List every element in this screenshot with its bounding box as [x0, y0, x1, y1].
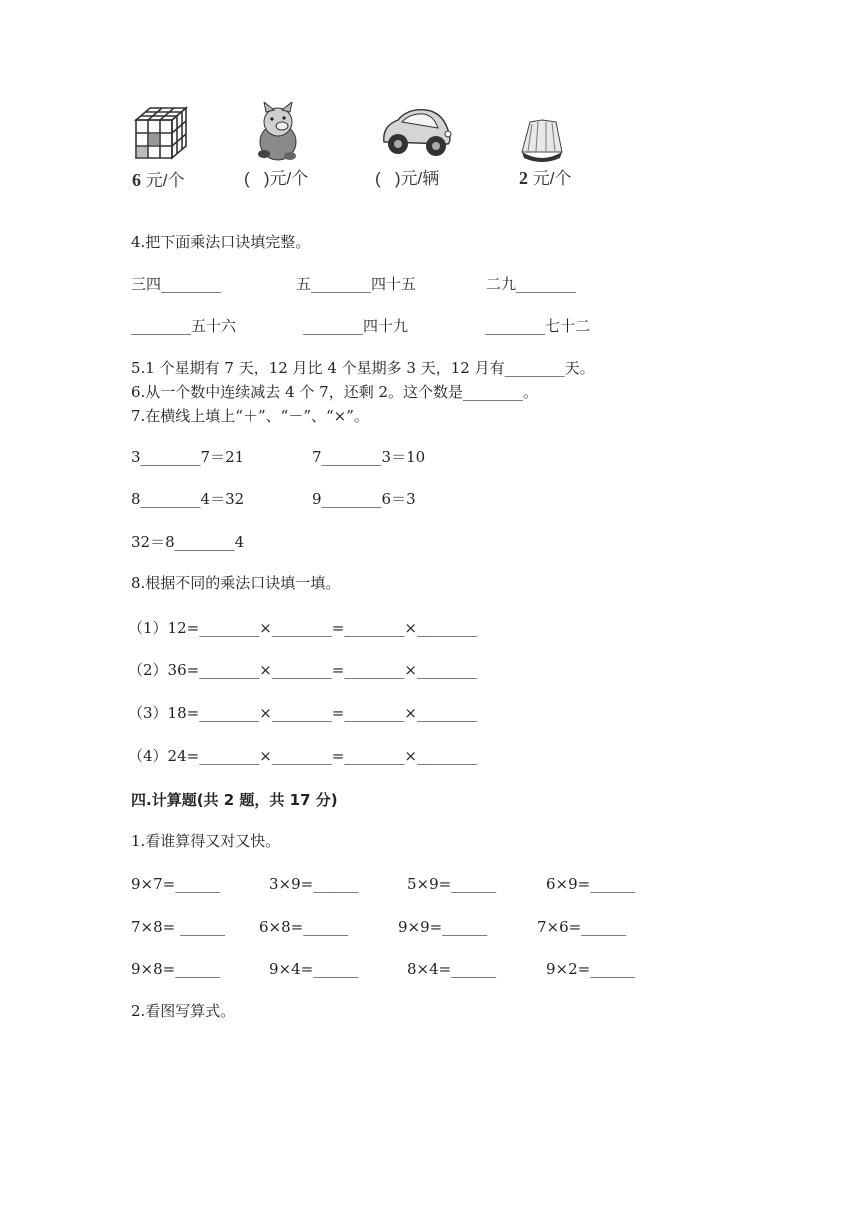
calc-question-1-title: 1.看谁算得又对又快。 — [131, 832, 281, 850]
blank-line[interactable]: 三四________ — [131, 275, 222, 293]
section-heading: 四.计算题(共 2 题，共 17 分) — [131, 791, 338, 809]
question-8-title: 8.根据不同的乘法口诀填一填。 — [131, 574, 341, 592]
blank-line[interactable]: 9×9=______ — [398, 918, 488, 936]
blank-line[interactable]: 9________6＝3 — [312, 490, 416, 508]
rubiks-cube-icon — [132, 104, 190, 162]
question-6: 6.从一个数中连续减去 4 个 7，还剩 2。这个数是________。 — [131, 383, 539, 401]
blank-line[interactable]: 6×8=______ — [259, 918, 349, 936]
price-label-1: 6 元/个 — [132, 170, 185, 190]
blank-line[interactable]: 8________4＝32 — [131, 490, 245, 508]
blank-line[interactable]: 9×2=______ — [546, 960, 636, 978]
blank-line[interactable]: 3________7＝21 — [131, 448, 245, 466]
blank-line[interactable]: 6×9=______ — [546, 875, 636, 893]
blank-line[interactable]: （2）36=________×________=________×________ — [128, 661, 477, 679]
question-5: 5.1 个星期有 7 天，12 月比 4 个星期多 3 天，12 月有________天。 — [131, 359, 595, 377]
calc-question-2-title: 2.看图写算式。 — [131, 1002, 236, 1020]
blank-line[interactable]: 8×4=______ — [407, 960, 497, 978]
blank-line[interactable]: 五________四十五 — [296, 275, 417, 293]
blank-line[interactable]: ________四十九 — [303, 317, 409, 335]
price-label-3: ( )元/辆 — [375, 169, 440, 188]
shuttlecock-icon — [518, 118, 566, 162]
price-label-4: 2 元/个 — [519, 168, 572, 188]
question-7-title: 7.在横线上填上“＋”、“－”、“×”。 — [131, 407, 369, 425]
blank-line[interactable]: 二九________ — [486, 275, 577, 293]
toy-pig-icon — [250, 102, 306, 164]
blank-line[interactable]: 9×8=______ — [131, 960, 221, 978]
blank-line[interactable]: ________七十二 — [485, 317, 591, 335]
blank-line[interactable]: 7×6=______ — [537, 918, 627, 936]
blank-line[interactable]: （1）12=________×________=________×________ — [128, 619, 477, 637]
blank-line[interactable]: （3）18=________×________=________×________ — [128, 704, 477, 722]
blank-line[interactable]: 9×4=______ — [269, 960, 359, 978]
blank-line[interactable]: 7×8= ______ — [131, 918, 225, 936]
blank-line[interactable]: 3×9=______ — [269, 875, 359, 893]
blank-line[interactable]: （4）24=________×________=________×________ — [128, 747, 477, 765]
toy-car-icon — [378, 104, 454, 160]
blank-line[interactable]: 32＝8________4 — [131, 533, 245, 551]
blank-line[interactable]: 7________3＝10 — [312, 448, 426, 466]
price-label-2: ( )元/个 — [244, 169, 309, 188]
blank-line[interactable]: ________五十六 — [131, 317, 237, 335]
blank-line[interactable]: 5×9=______ — [407, 875, 497, 893]
question-4-title: 4.把下面乘法口诀填完整。 — [131, 233, 311, 251]
blank-line[interactable]: 9×7=______ — [131, 875, 221, 893]
